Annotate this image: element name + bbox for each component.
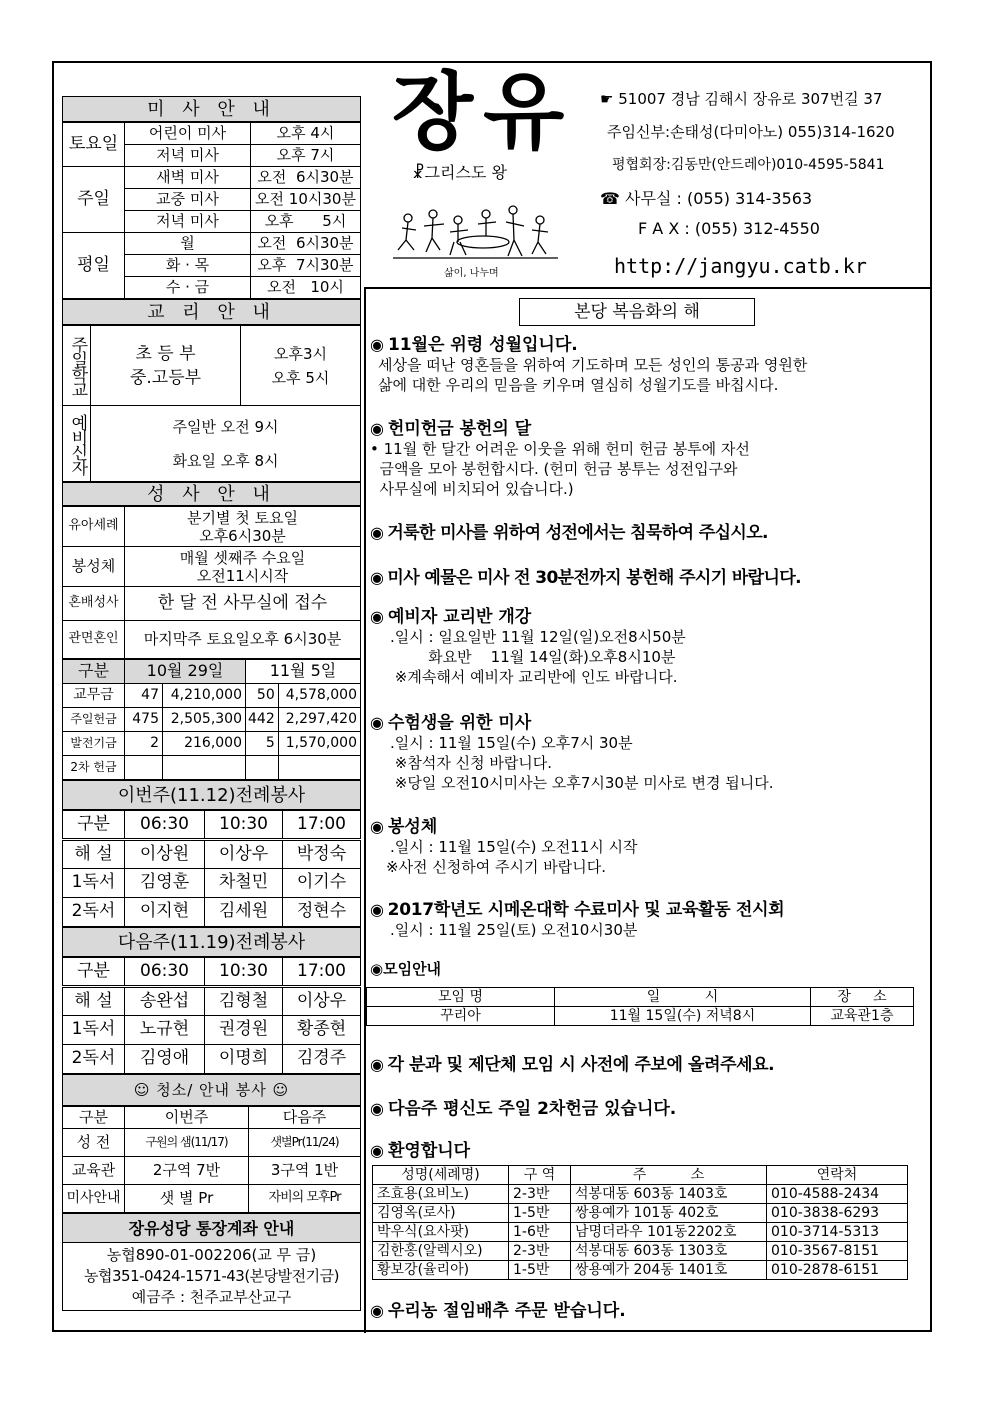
offering-cell: 50: [246, 684, 279, 708]
notice-line: 세상을 떠난 영혼들을 위하여 기도하며 모든 성인의 통공과 영원한: [378, 356, 808, 374]
liturgy-header: 17:00: [283, 958, 361, 987]
offering-cell: 2,505,300: [163, 708, 246, 732]
offering-label: 주일헌금: [63, 708, 125, 732]
bank-line: 농협351-0424-1571-43(본당발전기금): [84, 1267, 339, 1285]
cleaning-title: ☺ 청소/ 안내 봉사 ☺: [62, 1074, 361, 1106]
phone-icon: ☎: [600, 189, 620, 208]
hand-pointer-icon: ☛: [600, 90, 614, 108]
liturgy-person: 김영애: [125, 1045, 205, 1074]
cleaning-area: 성 전: [63, 1129, 125, 1157]
notice-line: 금액을 모아 봉헌합시다. (헌미 헌금 봉투는 성전입구와: [370, 460, 738, 478]
welcome-header: 구 역: [509, 1166, 571, 1185]
welcome-cell: 석봉대동 603동 1303호: [571, 1242, 767, 1261]
notice-line: .일시 : 11월 15일(수) 오전11시 시작: [390, 838, 638, 856]
welcome-cell: 김한홍(알렉시오): [373, 1242, 509, 1261]
cleaning-team: 샛 별 Pr: [125, 1185, 249, 1213]
bank-line: 농협890-01-002206(교 무 금): [106, 1246, 317, 1264]
bullseye-icon: ◉: [370, 1055, 384, 1074]
community-drawing-icon: [388, 200, 563, 270]
liturgy-role: 1독서: [63, 869, 125, 898]
offerings-table: [62, 659, 361, 780]
cleaning-area: 미사안내: [63, 1185, 125, 1213]
liturgy-this-title: 이번주(11.12)전례봉사: [62, 780, 361, 810]
office-phone-line: [600, 186, 812, 209]
notice-item: [370, 812, 922, 877]
liturgy-person: 정현수: [283, 898, 361, 927]
catechumen-line: 주일반 오전 9시: [172, 417, 279, 436]
notice-line: .일시 : 11월 25일(토) 오전10시30분: [390, 921, 638, 939]
offering-cell: 4,578,000: [278, 684, 360, 708]
liturgy-person: 김세원: [205, 898, 283, 927]
parish-logo-text: 장유: [392, 62, 575, 161]
liturgy-header: 10:30: [205, 811, 283, 840]
mass-day-saturday: 토요일: [63, 123, 125, 167]
bullseye-icon: ◉: [370, 713, 384, 732]
offering-cell: 216,000: [163, 732, 246, 756]
bullseye-icon: ◉: [370, 817, 384, 836]
meeting-cell: 교육관1층: [811, 1007, 914, 1026]
address-line: [600, 88, 882, 109]
sacrament-value: 분기별 첫 토요일: [187, 508, 298, 527]
priest-line: 주임신부:손태성(다미아노) 055)314-1620: [607, 123, 895, 141]
liturgy-person: 이상원: [125, 840, 205, 869]
bullseye-icon: ◉: [370, 523, 384, 542]
liturgy-person: 박정숙: [283, 840, 361, 869]
notice-title: 각 분과 및 제단체 모임 시 사전에 주보에 올려주세요.: [387, 1055, 775, 1075]
mass-name: 수 · 금: [125, 277, 251, 299]
sacrament-value: 마지막주 토요일오후 6시30분: [125, 621, 361, 659]
liturgy-person: 권경원: [205, 1016, 283, 1045]
notice-line: 삶에 대한 우리의 믿음을 키우며 열심히 성월기도를 바칩시다.: [378, 376, 779, 394]
mass-name: 화 · 목: [125, 255, 251, 277]
notice-line: ※계속해서 예비자 교리반에 인도 바랍니다.: [390, 668, 678, 686]
mass-title: 미 사 안 내: [62, 96, 361, 122]
sacraments-title: 성 사 안 내: [62, 482, 361, 506]
liturgy-next-title: 다음주(11.19)전례봉사: [62, 927, 361, 957]
welcome-cell: 석봉대동 603동 1403호: [571, 1185, 767, 1204]
welcome-cell: 박우식(요사팟): [373, 1223, 509, 1242]
liturgy-role: 해 설: [63, 840, 125, 869]
liturgy-header: 06:30: [125, 811, 205, 840]
bullseye-icon: ◉: [370, 1301, 384, 1320]
cleaning-header: 구분: [63, 1107, 125, 1129]
notice-title: 다음주 평신도 주일 2차헌금 있습니다.: [387, 1099, 677, 1119]
bank-title: 장유성당 통장계좌 안내: [62, 1213, 361, 1243]
column-divider: [364, 287, 366, 1333]
sunday-school-time: 오후 5시: [271, 368, 330, 387]
offering-cell: 4,210,000: [163, 684, 246, 708]
sacrament-value: 매월 셋째주 수요일: [179, 548, 306, 567]
welcome-title: 환영합니다: [387, 1141, 471, 1161]
parish-url-link[interactable]: http://jangyu.catb.kr: [614, 254, 867, 278]
sacraments-table: [62, 506, 361, 659]
meeting-header: 장 소: [811, 988, 914, 1007]
address-text: 51007 경남 김해시 장유로 307번길 37: [618, 90, 883, 108]
notice-line: 화요반 11월 14일(화)오후8시10분: [390, 648, 676, 666]
notice-title: 2017학년도 시메온대학 수료미사 및 교육활동 전시회: [387, 900, 785, 920]
cleaning-area: 교육관: [63, 1157, 125, 1185]
cleaning-table: [62, 1106, 361, 1213]
liturgy-person: 송완섭: [125, 987, 205, 1016]
welcome-cell: 황보강(율리아): [373, 1261, 509, 1280]
liturgy-person: 황종현: [283, 1016, 361, 1045]
notice-title: 수험생을 위한 미사: [387, 713, 532, 733]
mass-time: 오전 10시: [251, 277, 361, 299]
liturgy-person: 노규현: [125, 1016, 205, 1045]
president-line: 평협회장:김동만(안드레아)010-4595-5841: [612, 157, 885, 173]
welcome-cell: 2-3반: [509, 1185, 571, 1204]
office-phone-text: 사무실 : (055) 314-3563: [625, 189, 813, 208]
sacrament-label: 관면혼인: [63, 621, 125, 659]
notice-title: 미사 예물은 미사 전 30분전까지 봉헌해 주시기 바랍니다.: [387, 568, 802, 588]
welcome-cell: 1-5반: [509, 1261, 571, 1280]
meeting-header: 일 시: [555, 988, 811, 1007]
offering-label: 교무금: [63, 684, 125, 708]
notice-item: [370, 895, 922, 940]
welcome-cell: 조효용(요비노): [373, 1185, 509, 1204]
notice-item: [370, 1296, 922, 1321]
mass-time: 오전 6시30분: [251, 233, 361, 255]
bullseye-icon: ◉: [370, 335, 384, 354]
catechumen-label: 예비신자: [63, 406, 91, 482]
liturgy-header: 구분: [63, 811, 125, 840]
year-theme-box: 본당 복음화의 해: [519, 298, 755, 326]
liturgy-header: 10:30: [205, 958, 283, 987]
offering-header: 11월 5일: [246, 660, 361, 684]
welcome-cell: 010-3567-8151: [767, 1242, 908, 1261]
parish-subtitle: ☧그리스도 왕: [412, 163, 507, 182]
notice-title: 예비자 교리반 개강: [387, 607, 532, 627]
meetings-title: ◉모임안내: [370, 960, 442, 978]
meeting-cell: 11월 15일(수) 저녁8시: [555, 1007, 811, 1026]
offering-cell: 442: [246, 708, 279, 732]
liturgy-person: 김경주: [283, 1045, 361, 1074]
sacrament-label: 봉성체: [63, 547, 125, 587]
notice-line: ※사전 신청하여 주시기 바랍니다.: [386, 858, 607, 876]
liturgy-person: 이기수: [283, 869, 361, 898]
welcome-cell: 2-3반: [509, 1242, 571, 1261]
offering-cell: 2,297,420: [278, 708, 360, 732]
bank-box: [62, 1243, 361, 1311]
notice-item: [370, 563, 922, 588]
drawing-caption: 삶이, 나누며: [444, 268, 499, 279]
cleaning-team: 구원의 샘(11/17): [125, 1129, 249, 1157]
sunday-school-group: 중.고등부: [129, 367, 202, 388]
offering-label: 발전기금: [63, 732, 125, 756]
bullseye-icon: ◉: [370, 1141, 384, 1160]
mass-name: 저녁 미사: [125, 145, 251, 167]
welcome-cell: 1-6반: [509, 1223, 571, 1242]
offering-header: 구분: [63, 660, 125, 684]
welcome-cell: 남명더라우 101동2202호: [571, 1223, 767, 1242]
header-divider: [364, 287, 930, 289]
liturgy-this-table: [62, 810, 361, 927]
bullseye-icon: ◉: [370, 900, 384, 919]
mass-name: 저녁 미사: [125, 211, 251, 233]
offering-cell: 5: [246, 732, 279, 756]
offering-cell: [278, 756, 360, 780]
mass-table: [62, 122, 361, 299]
mass-name: 어린이 미사: [125, 123, 251, 145]
liturgy-person: 이상우: [283, 987, 361, 1016]
catechumen-line: 화요일 오후 8시: [172, 451, 279, 470]
notice-item: [370, 1094, 922, 1119]
cleaning-team: 샛별Pr(11/24): [249, 1129, 361, 1157]
catechism-title: 교 리 안 내: [62, 299, 361, 325]
cleaning-team: 2구역 7반: [125, 1157, 249, 1185]
liturgy-header: 06:30: [125, 958, 205, 987]
bullseye-icon: ◉: [370, 568, 384, 587]
cleaning-header: 다음주: [249, 1107, 361, 1129]
liturgy-header: 구분: [63, 958, 125, 987]
liturgy-person: 이상우: [205, 840, 283, 869]
offering-cell: 47: [125, 684, 163, 708]
sacrament-label: 혼배성사: [63, 587, 125, 621]
offering-cell: [125, 756, 163, 780]
offering-cell: 475: [125, 708, 163, 732]
welcome-cell: 010-3714-5313: [767, 1223, 908, 1242]
welcome-cell: 010-4588-2434: [767, 1185, 908, 1204]
bank-line: 예금주 : 천주교부산교구: [131, 1288, 292, 1306]
mass-name: 교중 미사: [125, 189, 251, 211]
notice-title: 봉성체: [387, 817, 438, 837]
mass-time: 오전 6시30분: [251, 167, 361, 189]
liturgy-person: 차철민: [205, 869, 283, 898]
notice-line: ※당일 오전10시미사는 오후7시30분 미사로 변경 됩니다.: [390, 774, 774, 792]
sacrament-value: 한 달 전 사무실에 접수: [125, 587, 361, 621]
notice-title: 11월은 위령 성월입니다.: [387, 335, 578, 355]
cleaning-team: 자비의 모후Pr: [249, 1185, 361, 1213]
liturgy-person: 김영훈: [125, 869, 205, 898]
mass-time: 오전 10시30분: [251, 189, 361, 211]
notice-line: ※참석자 신청 바랍니다.: [390, 754, 553, 772]
liturgy-person: 이지현: [125, 898, 205, 927]
meeting-cell: 꾸리아: [367, 1007, 555, 1026]
notice-title: 헌미헌금 봉헌의 달: [387, 419, 532, 439]
notice-title: 우리농 절임배추 주문 받습니다.: [387, 1301, 626, 1321]
meeting-header: 모임 명: [367, 988, 555, 1007]
cleaning-header: 이번주: [125, 1107, 249, 1129]
welcome-header: 주 소: [571, 1166, 767, 1185]
left-column: [62, 96, 361, 1311]
liturgy-header: 17:00: [283, 811, 361, 840]
liturgy-person: 김형철: [205, 987, 283, 1016]
notice-line: .일시 : 11월 15일(수) 오후7시 30분: [390, 734, 633, 752]
meetings-section: [370, 958, 922, 1026]
welcome-section: [370, 1136, 922, 1280]
sunday-school-group: 초 등 부: [135, 343, 196, 364]
mass-time: 오후 7시: [251, 145, 361, 167]
notice-item: [370, 518, 922, 543]
mass-name: 새벽 미사: [125, 167, 251, 189]
offering-cell: [246, 756, 279, 780]
meetings-table: [366, 987, 914, 1026]
mass-time: 오후 4시: [251, 123, 361, 145]
welcome-cell: 김영옥(로사): [373, 1204, 509, 1223]
welcome-cell: 쌍용예가 204동 1401호: [571, 1261, 767, 1280]
sacrament-label: 유아세례: [63, 507, 125, 547]
liturgy-role: 1독서: [63, 1016, 125, 1045]
bullseye-icon: ◉: [370, 607, 384, 626]
welcome-cell: 010-2878-6151: [767, 1261, 908, 1280]
welcome-header: 성명(세례명): [373, 1166, 509, 1185]
sacrament-value: 오후6시30분: [199, 526, 286, 545]
liturgy-next-table: [62, 957, 361, 1074]
notice-item: [370, 414, 922, 499]
notice-item: [370, 1050, 922, 1075]
notice-item: [370, 330, 922, 395]
sacrament-value: 오전11시시작: [196, 566, 289, 585]
notice-line: • 11월 한 달간 어려운 이웃을 위해 헌미 헌금 봉투에 자선: [370, 440, 750, 458]
notice-title: 거룩한 미사를 위하여 성전에서는 침묵하여 주십시오.: [387, 523, 768, 543]
welcome-cell: 1-5반: [509, 1204, 571, 1223]
mass-day-sunday: 주일: [63, 167, 125, 233]
notice-line: 사무실에 비치되어 있습니다.): [370, 480, 574, 498]
mass-time: 오후 7시30분: [251, 255, 361, 277]
offering-cell: 2: [125, 732, 163, 756]
liturgy-role: 해 설: [63, 987, 125, 1016]
mass-name: 월: [125, 233, 251, 255]
welcome-header: 연락처: [767, 1166, 908, 1185]
liturgy-role: 2독서: [63, 898, 125, 927]
fax-line: F A X : (055) 312-4550: [638, 219, 820, 238]
notice-item: [370, 602, 922, 687]
offering-label: 2차 헌금: [63, 756, 125, 780]
liturgy-role: 2독서: [63, 1045, 125, 1074]
sunday-school-label: 주일학교: [63, 326, 91, 406]
offering-header: 10월 29일: [125, 660, 246, 684]
welcome-cell: 쌍용예가 101동 402호: [571, 1204, 767, 1223]
catechism-table: [62, 325, 361, 482]
liturgy-person: 이명희: [205, 1045, 283, 1074]
bullseye-icon: ◉: [370, 1099, 384, 1118]
mass-day-weekday: 평일: [63, 233, 125, 299]
notice-item: [370, 708, 922, 793]
offering-cell: [163, 756, 246, 780]
sunday-school-time: 오후3시: [273, 344, 327, 363]
welcome-cell: 010-3838-6293: [767, 1204, 908, 1223]
offering-cell: 1,570,000: [278, 732, 360, 756]
notice-line: .일시 : 일요일반 11월 12일(일)오전8시50분: [390, 628, 686, 646]
bullseye-icon: ◉: [370, 419, 384, 438]
cleaning-team: 3구역 1반: [249, 1157, 361, 1185]
welcome-table: [372, 1165, 908, 1280]
mass-time: 오후 5시: [251, 211, 361, 233]
